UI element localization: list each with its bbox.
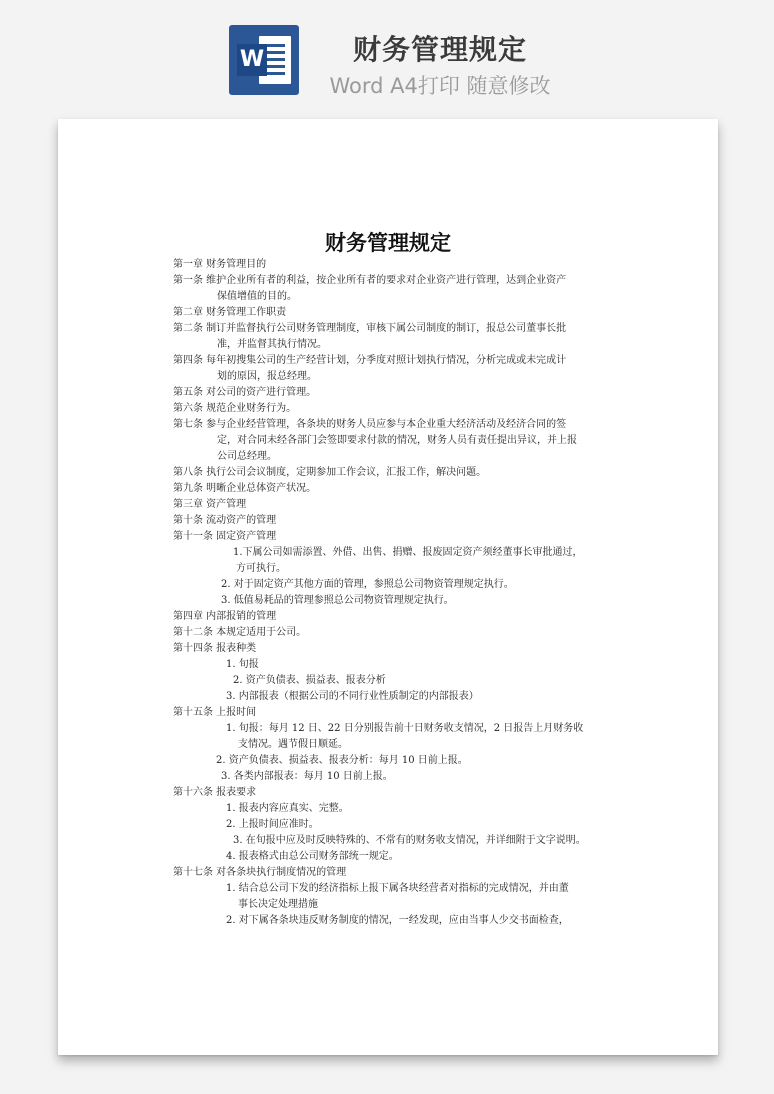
document-line: 第十七条 对各条块执行制度情况的管理 [173, 867, 347, 878]
document-line: 公司总经理。 [217, 451, 277, 462]
banner-subtitle: Word A4打印 随意修改 [329, 74, 551, 98]
document-line: 4. 报表格式由总公司财务部统一规定。 [226, 851, 399, 862]
document-line: 事长决定处理措施 [238, 899, 318, 910]
document-line: 2. 资产负债表、损益表、报表分析 [233, 675, 386, 686]
document-line: 2. 对下属各条块违反财务制度的情况，一经发现，应由当事人少交书面检查， [226, 915, 569, 926]
document-line: 1. 结合总公司下发的经济指标上报下属各块经营者对指标的完成情况，并由董 [226, 883, 569, 894]
word-logo-letter: W [237, 44, 267, 76]
document-line: 3. 内部报表（根据公司的不同行业性质制定的内部报表） [226, 691, 479, 702]
document-line: 第五条 对公司的资产进行管理。 [173, 387, 317, 398]
document-line: 第十四条 报表种类 [173, 643, 257, 654]
document-line: 第六条 规范企业财务行为。 [173, 403, 297, 414]
document-line: 准，并监督其执行情况。 [217, 339, 327, 350]
document-line: 第一条 维护企业所有者的利益，按企业所有者的要求对企业资产进行管理，达到企业资产 [173, 275, 567, 286]
document-line: 划的原因，报总经理。 [217, 371, 317, 382]
document-line: 2. 资产负债表、损益表、报表分析：每月 10 日前上报。 [216, 755, 468, 766]
document-line: 第十二条 本规定适用于公司。 [173, 627, 307, 638]
document-line: 支情况。遇节假日顺延。 [238, 739, 348, 750]
banner [0, 0, 774, 118]
document-line: 1. 报表内容应真实、完整。 [226, 803, 349, 814]
document-line: 第十六条 报表要求 [173, 787, 257, 798]
document-line: 第二章 财务管理工作职责 [173, 307, 287, 318]
banner-title: 财务管理规定 [352, 33, 527, 66]
document-line: 第一章 财务管理目的 [173, 259, 267, 270]
document-line: 第三章 资产管理 [173, 499, 247, 510]
document-line: 第九条 明晰企业总体资产状况。 [173, 483, 317, 494]
document-line: 方可执行。 [236, 563, 286, 574]
document-line: 第二条 制订并监督执行公司财务管理制度，审核下属公司制度的制订，报总公司董事长批 [173, 323, 567, 334]
document-line: 3. 在旬报中应及时反映特殊的、不常有的财务收支情况，并详细附于文字说明。 [233, 835, 586, 846]
document-line: 2. 上报时间应准时。 [226, 819, 319, 830]
document-line: 定，对合同未经各部门会签即要求付款的情况，财务人员有责任提出异议，并上报 [217, 435, 577, 446]
document-line: 第八条 执行公司会议制度，定期参加工作会议，汇报工作，解决问题。 [173, 467, 487, 478]
document-line: 3. 各类内部报表：每月 10 日前上报。 [221, 771, 393, 782]
document-title: 财务管理规定 [325, 231, 451, 255]
document-line: 1. 旬报 [226, 659, 259, 670]
document-line: 第四章 内部报销的管理 [173, 611, 277, 622]
document-line: 第十一条 固定资产管理 [173, 531, 277, 542]
word-icon [229, 25, 299, 95]
document-line: 保值增值的目的。 [217, 291, 297, 302]
document-line: 第十条 流动资产的管理 [173, 515, 277, 526]
document-line: 第七条 参与企业经营管理，各条块的财务人员应参与本企业重大经济活动及经济合同的签 [173, 419, 567, 430]
document-line: 1.下属公司如需添置、外借、出售、捐赠、报废固定资产须经董事长审批通过， [233, 547, 583, 558]
document-line: 3. 低值易耗品的管理参照总公司物资管理规定执行。 [221, 595, 454, 606]
document-page [58, 119, 718, 1055]
document-line: 1. 旬报：每月 12 日、22 日分别报告前十日财务收支情况，2 日报告上月财务收 [226, 723, 584, 734]
document-line: 第四条 每年初搜集公司的生产经营计划，分季度对照计划执行情况，分析完成或未完成计 [173, 355, 567, 366]
document-line: 第十五条 上报时间 [173, 707, 257, 718]
document-line: 2. 对于固定资产其他方面的管理，参照总公司物资管理规定执行。 [221, 579, 514, 590]
